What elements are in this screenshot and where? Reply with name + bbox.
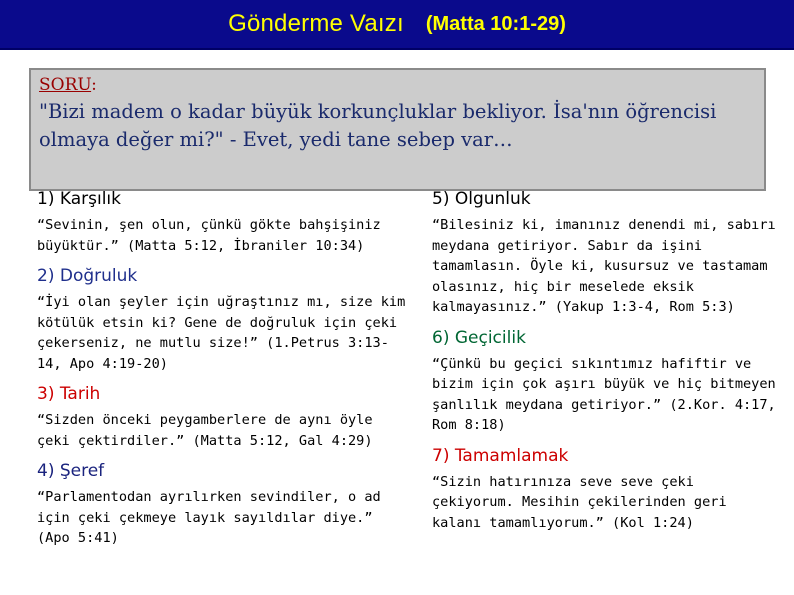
right-column bbox=[432, 188, 777, 542]
title-bar bbox=[0, 0, 794, 50]
reason-3-title: 3) Tarih bbox=[37, 384, 101, 404]
reason-7-body: “Sizin hatırınıza seve seve çeki çekiyorum. Mesihin çekilerinden geri kalanı tamamlıyorum.” (Kol 1:24) bbox=[432, 473, 727, 531]
reason-5 bbox=[432, 188, 777, 318]
left-column bbox=[37, 188, 407, 558]
reason-4 bbox=[37, 460, 407, 549]
reason-4-title: 4) Şeref bbox=[37, 461, 105, 481]
reason-1-title: 1) Karşılık bbox=[37, 189, 121, 209]
question-text: "Bizi madem o kadar büyük korkunçluklar bekliyor. İsa'nın öğrencisi olmaya değer mi?" - Evet, yedi tane sebep var… bbox=[39, 100, 717, 151]
reason-1-body: “Sevinin, şen olun, çünkü gökte bahşişiniz büyüktür.” (Matta 5:12, İbraniler 10:34) bbox=[37, 217, 381, 254]
reason-5-title: 5) Olgunluk bbox=[432, 189, 531, 209]
reason-2 bbox=[37, 265, 407, 374]
slide-title: Gönderme Vaızı bbox=[228, 10, 404, 37]
reason-2-body: “İyi olan şeyler için uğraştınız mı, size kim kötülük etsin ki? Gene de doğruluk için çeki çekerseniz, ne mutlu size!” (1.Petrus 3:13-14, Apo 4:19-20) bbox=[37, 294, 406, 372]
question-box bbox=[29, 68, 766, 191]
reason-6-title: 6) Geçicilik bbox=[432, 327, 526, 348]
reason-5-body: “Bilesiniz ki, imanınız denendi mi, sabırı meydana getiriyor. Sabır da işini tamamlasın. Öyle ki, kusursuz ve tastamam olasınız, hiç bir meselede eksik kalmayasınız.” (Yakup 1:3-4, Rom 5:3) bbox=[432, 217, 776, 315]
reason-1 bbox=[37, 188, 407, 256]
reason-3 bbox=[37, 383, 407, 451]
question-label: SORU bbox=[39, 75, 92, 95]
reason-2-title: 2) Doğruluk bbox=[37, 266, 138, 286]
reason-3-body: “Sizden önceki peygamberlere de aynı öyle çeki çektirdiler.” (Matta 5:12, Gal 4:29) bbox=[37, 412, 373, 449]
reason-6-body: “Çünkü bu geçici sıkıntımız hafiftir ve bizim için çok aşırı büyük ve hiç bitmeyen şanlılık meydana getiriyor.” (2.Kor. 4:17, Rom 8:18) bbox=[432, 355, 776, 433]
reason-6 bbox=[432, 327, 777, 436]
slide-reference: (Matta 10:1-29) bbox=[425, 12, 566, 35]
question-label-row bbox=[39, 74, 756, 96]
reason-7 bbox=[432, 445, 777, 534]
reason-4-body: “Parlamentodan ayrılırken sevindiler, o ad için çeki çekmeye layık sayıldılar diye.” (Apo 5:41) bbox=[37, 489, 381, 546]
question-label-colon: : bbox=[91, 75, 97, 95]
reason-7-title: 7) Tamamlamak bbox=[432, 445, 569, 466]
